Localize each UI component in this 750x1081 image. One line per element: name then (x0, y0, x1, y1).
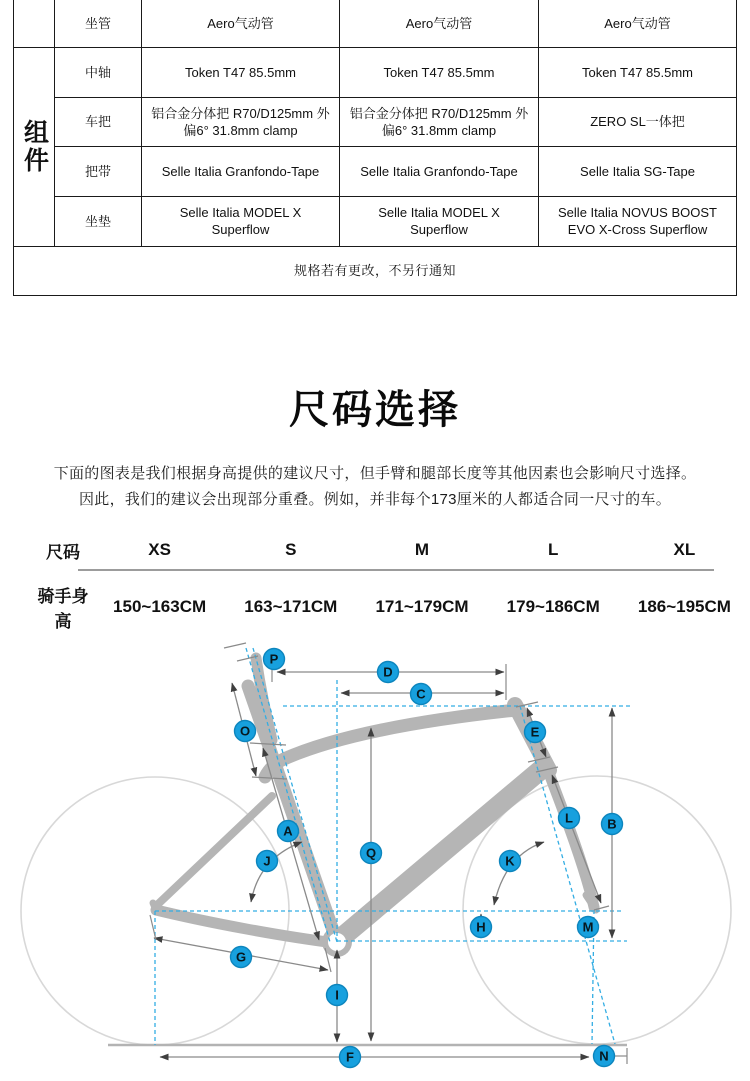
size-s: S (285, 540, 297, 559)
geometry-marker-c (411, 684, 432, 705)
spec-label: 车把 (55, 97, 142, 146)
svg-text:A: A (283, 823, 293, 839)
rider-height-label: 骑手身高 (37, 587, 89, 631)
geometry-marker-l (559, 808, 580, 829)
geometry-marker-h (471, 917, 492, 938)
height-l: 179~186CM (506, 597, 600, 616)
size-description-line1: 下面的图表是我们根据身高提供的建议尺寸，但手臂和腿部长度等其他因素也会影响尺寸选择。 (53, 465, 697, 482)
spec-label: 坐垫 (55, 196, 142, 246)
spec-label: 把带 (55, 146, 142, 196)
svg-text:J: J (263, 853, 271, 869)
svg-text:C: C (416, 686, 426, 702)
size-table-divider (78, 569, 714, 571)
table-row (14, 0, 737, 47)
spec-cell: ZERO SL一体把 (539, 97, 737, 146)
size-header-label: 尺码 (46, 542, 80, 562)
table-row (14, 146, 737, 196)
height-xl: 186~195CM (637, 597, 731, 616)
seat-tube (248, 686, 337, 942)
size-xl: XL (673, 540, 696, 559)
dim-L (552, 775, 601, 903)
size-table-header (32, 537, 750, 563)
table-row (14, 47, 737, 97)
svg-text:M: M (582, 919, 594, 935)
height-s: 163~171CM (244, 597, 338, 616)
spec-cell: 铝合金分体把 R70/D125mm 外偏6° 31.8mm clamp (142, 97, 340, 146)
svg-text:E: E (530, 724, 540, 740)
geometry-marker-d (378, 662, 399, 683)
svg-text:B: B (607, 816, 617, 832)
svg-text:P: P (269, 651, 279, 667)
geometry-marker-a (278, 821, 299, 842)
spec-cell: Aero气动管 (539, 0, 737, 47)
size-m: M (414, 540, 430, 559)
spec-cell: 铝合金分体把 R70/D125mm 外偏6° 31.8mm clamp (340, 97, 539, 146)
geometry-marker-k (500, 851, 521, 872)
svg-text:N: N (599, 1048, 609, 1064)
height-m: 171~179CM (375, 597, 469, 616)
section-title: 尺码选择 (289, 388, 461, 432)
construction-lines (155, 648, 630, 1045)
svg-text:K: K (505, 853, 515, 869)
size-description-line2: 因此，我们的建议会出现部分重叠。例如，并非每个173厘米的人都适合同一尺寸的车。 (78, 491, 672, 508)
dim-K-arc (494, 842, 544, 905)
seat-tube-axis-line (253, 648, 337, 942)
size-l: L (548, 540, 559, 559)
spec-cell: Aero气动管 (340, 0, 539, 47)
spec-cell: Selle Italia Granfondo-Tape (142, 146, 340, 196)
geometry-marker-n (594, 1046, 615, 1067)
spec-cell: Token T47 85.5mm (539, 47, 737, 97)
spec-note: 规格若有更改，不另行通知 (14, 246, 737, 295)
chain-stays (156, 910, 335, 943)
size-description (0, 461, 750, 513)
fork (547, 768, 594, 907)
category-cell-empty (14, 0, 55, 47)
geometry-marker-b (602, 814, 623, 835)
tick-p1 (224, 643, 246, 648)
geometry-marker-e (525, 722, 546, 743)
svg-text:O: O (239, 723, 251, 739)
geometry-marker-f (340, 1047, 361, 1068)
size-table (32, 537, 750, 632)
spec-cell: Selle Italia Granfondo-Tape (340, 146, 539, 196)
spec-label: 坐管 (55, 0, 142, 47)
geometry-marker-o (235, 721, 256, 742)
svg-text:H: H (476, 919, 486, 935)
table-row (14, 97, 737, 146)
geometry-marker-g (231, 947, 252, 968)
spec-cell: Selle Italia SG-Tape (539, 146, 737, 196)
geometry-marker-j (257, 851, 278, 872)
geometry-marker-q (361, 843, 382, 864)
steering-axis-line (520, 706, 615, 1044)
table-note-row (14, 246, 737, 295)
svg-text:G: G (235, 949, 247, 965)
category-cell (14, 47, 55, 246)
geometry-diagram (0, 620, 750, 1081)
dim-J-arc (251, 842, 302, 902)
spec-cell: Token T47 85.5mm (340, 47, 539, 97)
svg-text:I: I (335, 987, 339, 1003)
table-row (14, 196, 737, 246)
top-tube (265, 710, 516, 777)
svg-text:L: L (565, 810, 573, 826)
spec-cell: Selle Italia MODEL X Superflow (340, 196, 539, 246)
spec-cell: Selle Italia NOVUS BOOST EVO X-Cross Superflow (539, 196, 737, 246)
category-label: 组件 (20, 118, 49, 175)
spec-cell: Selle Italia MODEL X Superflow (142, 196, 340, 246)
spec-cell: Token T47 85.5mm (142, 47, 340, 97)
spec-cell: Aero气动管 (142, 0, 340, 47)
geometry-marker-p (264, 649, 285, 670)
svg-text:D: D (383, 664, 393, 680)
svg-text:Q: Q (365, 845, 377, 861)
height-xs: 150~163CM (113, 597, 207, 616)
bike-frame (153, 658, 596, 957)
geometry-marker-i (327, 985, 348, 1006)
spec-label: 中轴 (55, 47, 142, 97)
spec-table (13, 0, 737, 296)
geometry-marker-m (578, 917, 599, 938)
size-xs: XS (148, 540, 171, 559)
svg-text:F: F (346, 1049, 354, 1065)
